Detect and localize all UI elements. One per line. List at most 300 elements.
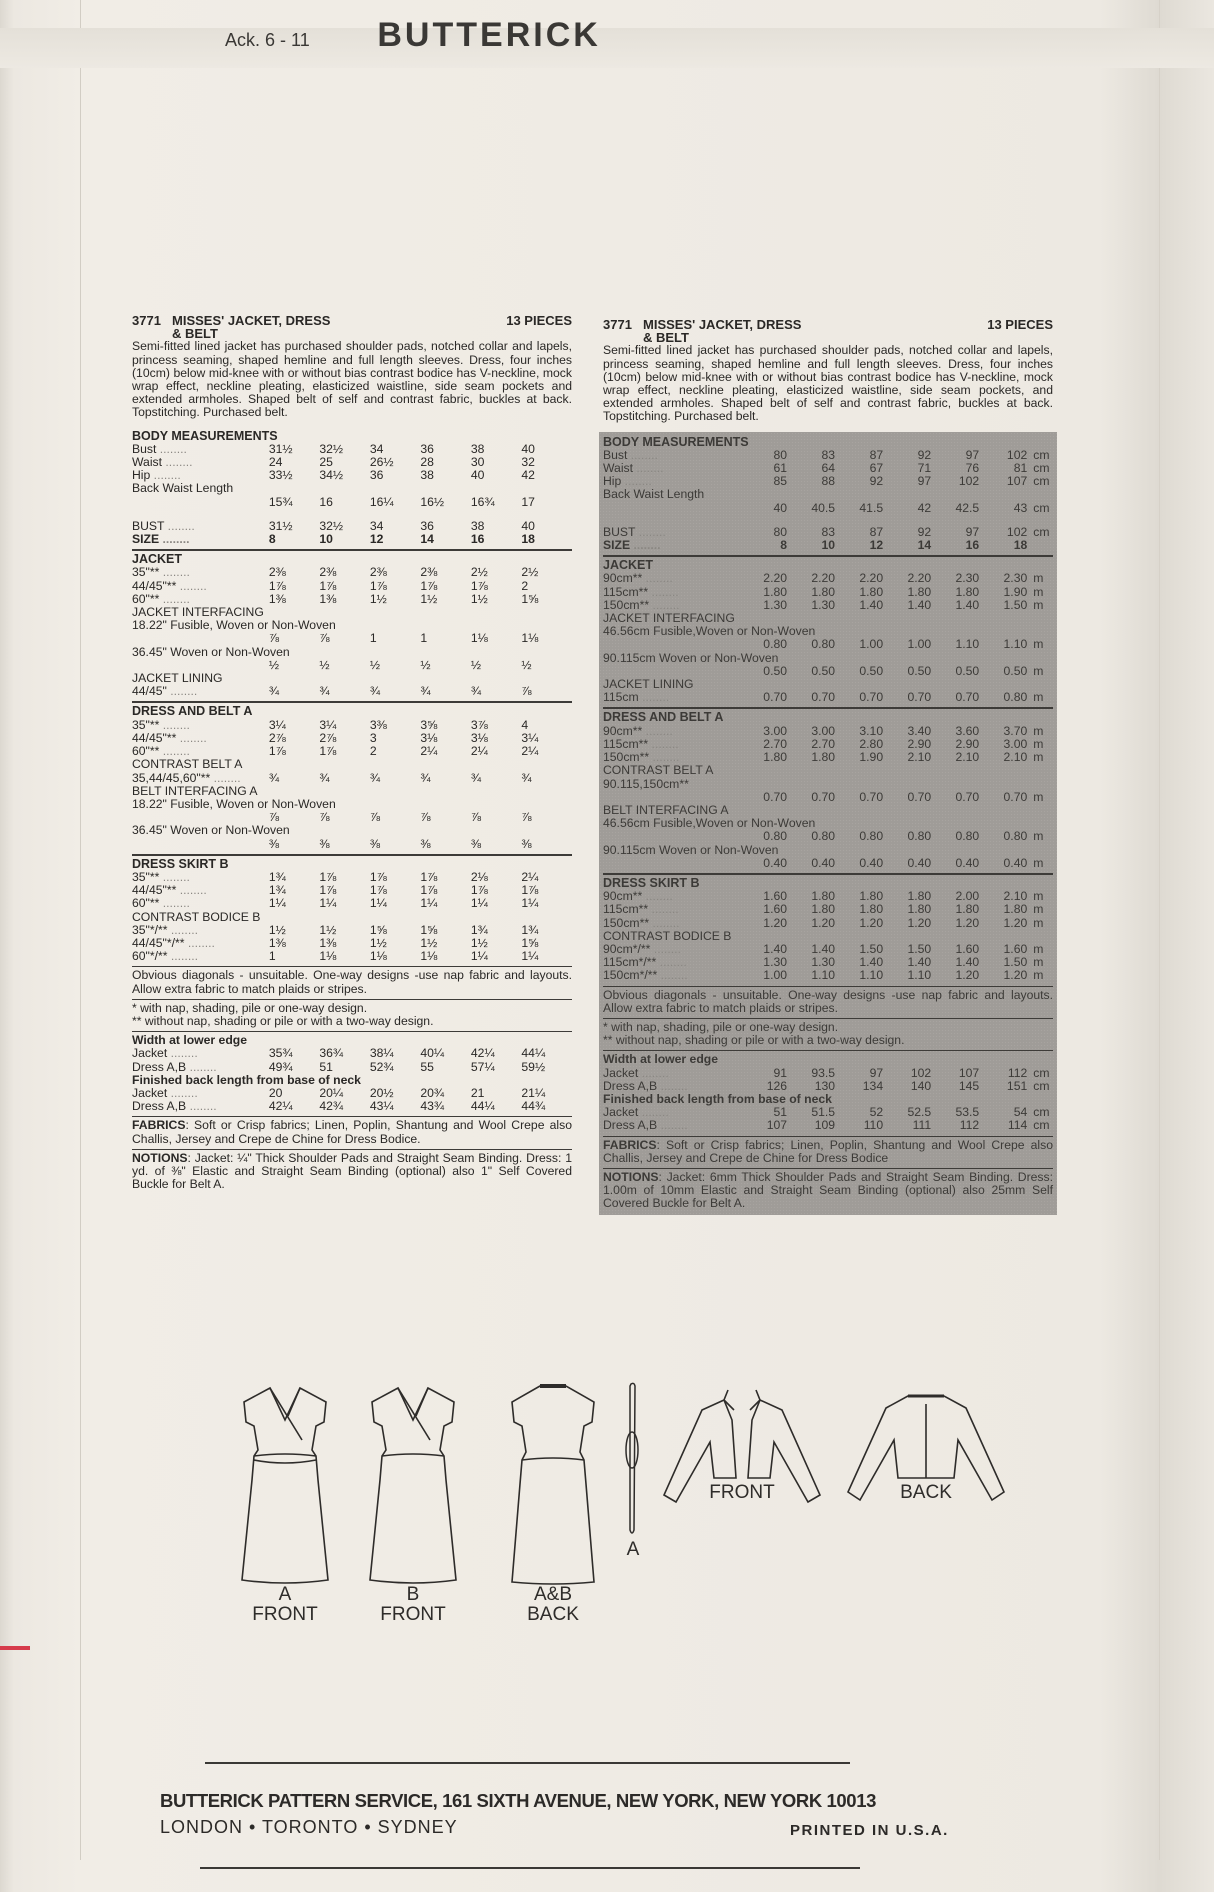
cell-value: 1 <box>420 631 428 646</box>
notions-paragraph <box>132 1152 572 1192</box>
cell-value: 1¾ <box>268 869 286 884</box>
pattern-title <box>172 314 506 340</box>
cell-value: 102 <box>910 1065 932 1080</box>
cell-value: 3⅝ <box>420 717 438 732</box>
metric-yardage-panel <box>599 432 1057 1215</box>
subheading: CONTRAST BELT A <box>132 757 243 772</box>
cell-value: 1¼ <box>470 949 488 964</box>
cell-value: 0.40 <box>811 855 836 870</box>
cell-value: 2.30 <box>1003 571 1028 586</box>
subheading: JACKET INTERFACING <box>132 605 264 620</box>
cell-value: 34½ <box>319 468 344 483</box>
cell-value: 59½ <box>521 1059 546 1074</box>
cell-value: 2⅛ <box>470 869 488 884</box>
cell-value: 1.10 <box>859 968 884 983</box>
cell-value: 1.10 <box>907 968 932 983</box>
row-label <box>603 791 745 804</box>
cell-value: 0.80 <box>1003 829 1028 844</box>
cell-value: 16 <box>965 538 980 553</box>
dress-belt-a-yardage-table <box>132 719 572 851</box>
cell-value: 112 <box>959 1118 980 1133</box>
cell-value: 1.40 <box>859 955 884 970</box>
cell-value: 51.5 <box>811 1105 836 1120</box>
row-label <box>132 632 269 645</box>
cell-value: 1⅞ <box>420 883 438 898</box>
cell-value: 1¼ <box>369 896 387 911</box>
table-row <box>132 456 572 469</box>
cell-value: 92 <box>917 447 932 462</box>
cell-value: 0.80 <box>1003 690 1028 705</box>
cell-value: 1 <box>268 949 276 964</box>
unit: cm <box>1033 1065 1050 1080</box>
cell-value: 2¼ <box>420 744 438 759</box>
cell-value: 8 <box>268 532 276 547</box>
cell-value: 2.70 <box>763 736 788 751</box>
cell-value: 1.40 <box>811 941 836 956</box>
cell-value: 20¾ <box>420 1085 445 1100</box>
illustration-label <box>846 1483 1006 1503</box>
width-lower-edge-title: Width at lower edge <box>603 1052 719 1067</box>
subheading: CONTRAST BODICE B <box>603 928 732 943</box>
cell-value: 112 <box>1007 1065 1028 1080</box>
cell-value: 1.40 <box>955 955 980 970</box>
cell-value: 3⅞ <box>470 717 488 732</box>
handwritten-note: Ack. 6 - 11 <box>225 30 310 50</box>
unit: m <box>1033 736 1044 751</box>
cell-value: 14 <box>420 532 434 547</box>
subheading: JACKET LINING <box>603 677 694 692</box>
cell-value: 1.20 <box>763 915 788 930</box>
divider <box>132 701 572 703</box>
divider <box>132 549 572 551</box>
unit: cm <box>1033 1078 1050 1093</box>
dress-ab-back-icon <box>508 1380 598 1585</box>
table-row <box>132 496 572 509</box>
cell-value: 24 <box>268 455 283 470</box>
cell-value: ¾ <box>420 684 431 699</box>
cell-value: 1⅞ <box>319 883 337 898</box>
width-lower-edge-title: Width at lower edge <box>132 1033 248 1048</box>
pattern-description: Semi-fitted lined jacket has purchased shoulder pads, notched collar and lapels, princess seaming, shaped hemline and full length sleeves. Dress, four inches (10cm) below mid-knee with or without bias contrast bodice has V-neckline, mock wrap effect, neckline pleating, elasticized waistline, side seam pockets, and extended armholes. Shaped belt of self and contrast fabric, buckles at back. Topstitching. Purchased belt. <box>603 343 1053 424</box>
cell-value: 1⅛ <box>319 949 337 964</box>
fabrics-paragraph <box>603 1139 1053 1165</box>
width-lower-edge-table <box>132 1047 572 1073</box>
subheading: Back Waist Length <box>132 481 234 496</box>
dress-skirt-b-yardage-table <box>603 890 1053 982</box>
unit: m <box>1033 663 1044 678</box>
cell-value: 91 <box>773 1065 788 1080</box>
cell-value: 1⅞ <box>521 883 539 898</box>
row-label: 90cm*/** ........ <box>603 941 681 956</box>
pieces-count: 13 PIECES <box>987 317 1053 332</box>
cell-value: 53.5 <box>955 1105 980 1120</box>
cell-value: 0.80 <box>763 637 788 652</box>
subheading-row <box>132 798 572 811</box>
cell-value: 97 <box>965 524 980 539</box>
cell-value: 55 <box>420 1059 434 1074</box>
row-label: 60"*/** ........ <box>132 949 198 964</box>
cell-value: 1.40 <box>763 941 788 956</box>
subheading-row <box>603 778 1053 791</box>
cell-value: 2½ <box>470 565 488 580</box>
row-label: 150cm** ........ <box>603 597 680 612</box>
cell-value: 1.20 <box>859 915 884 930</box>
cell-value: 1.40 <box>859 597 884 612</box>
cell-value: 3.00 <box>1003 736 1028 751</box>
table-row <box>603 691 1053 704</box>
cell-value: 51 <box>319 1059 333 1074</box>
cell-value: 33½ <box>268 468 293 483</box>
cell-value: 1⅝ <box>521 935 539 950</box>
title-line-1: MISSES' JACKET, DRESS <box>643 317 802 332</box>
cell-value: 18 <box>1013 538 1028 553</box>
cell-value: ¾ <box>420 770 431 785</box>
cell-value: 85 <box>773 474 788 489</box>
jacket-yardage-table <box>132 566 572 698</box>
illustration-jacket-front <box>662 1380 822 1503</box>
cell-value: 20 <box>268 1085 283 1100</box>
cell-value: 1.30 <box>763 597 788 612</box>
cell-value: 44¼ <box>521 1046 546 1061</box>
cell-value: 87 <box>869 447 884 462</box>
width-lower-edge-table <box>603 1067 1053 1093</box>
cell-value: 36 <box>420 441 434 456</box>
cell-value: ⅞ <box>470 810 482 825</box>
cell-value: 1⅜ <box>268 935 286 950</box>
cell-value: 1.40 <box>907 597 932 612</box>
cell-value: ⅞ <box>268 631 279 646</box>
divider <box>603 1136 1053 1137</box>
dress-b-front-icon <box>368 1380 458 1585</box>
cell-value: 0.80 <box>859 829 884 844</box>
jacket-title: JACKET <box>603 558 654 573</box>
subheading-row <box>603 488 1053 501</box>
cell-value: 1.20 <box>1003 968 1028 983</box>
cell-value: 1.20 <box>1003 915 1028 930</box>
cell-value: 83 <box>821 447 836 462</box>
cell-value: 1.20 <box>907 915 932 930</box>
cell-value: 71 <box>917 461 932 476</box>
cell-value: 1.80 <box>955 902 980 917</box>
cell-value: 49¾ <box>268 1059 293 1074</box>
table-row <box>603 638 1053 651</box>
diagonals-note: Obvious diagonals - unsuitable. One-way designs -use nap fabric and layouts. Allow extra fabric to match plaids or stripes. <box>603 987 1053 1015</box>
finished-length-table <box>132 1087 572 1113</box>
cell-value: 1⅜ <box>268 591 286 606</box>
table-row <box>132 520 572 533</box>
cell-value: 1½ <box>420 591 438 606</box>
row-label <box>603 857 745 870</box>
cell-value: 1.80 <box>811 750 836 765</box>
cell-value: 1⅝ <box>369 922 387 937</box>
cell-value: ⅞ <box>521 810 532 825</box>
row-label: Hip ........ <box>132 468 181 483</box>
cell-value: 1.50 <box>1003 597 1028 612</box>
cell-value: 1.80 <box>955 584 980 599</box>
cell-value: 3⅛ <box>470 730 488 745</box>
cell-value: ⅞ <box>420 810 431 825</box>
cell-value: ½ <box>521 657 532 672</box>
cell-value: 1½ <box>369 935 387 950</box>
body-measurements-title: BODY MEASUREMENTS <box>132 428 278 443</box>
row-label: 44/45"*/** ........ <box>132 935 215 950</box>
cell-value: 1.50 <box>907 941 932 956</box>
cell-value: 2.70 <box>811 736 836 751</box>
row-label: 60"** ........ <box>132 896 190 911</box>
fabrics-text: : Soft or Crisp fabrics; Linen, Poplin, Shantung and Wool Crepe also Challis, Jersey and Crepe de Chine for Dress Bodice <box>603 1137 1053 1165</box>
subheading: BELT INTERFACING A <box>603 802 729 817</box>
row-label: Dress A,B ........ <box>603 1078 688 1093</box>
cell-value: 1.10 <box>955 637 980 652</box>
title-line-1: MISSES' JACKET, DRESS <box>172 313 331 328</box>
unit: m <box>1033 637 1044 652</box>
cell-value: 1⅞ <box>319 744 337 759</box>
row-label: 115cm** ........ <box>603 736 679 751</box>
cell-value: 12 <box>869 538 884 553</box>
table-row <box>603 857 1053 870</box>
cell-value: 1⅜ <box>319 591 337 606</box>
publisher-cities: LONDON • TORONTO • SYDNEY <box>160 1817 458 1837</box>
cell-value: 0.50 <box>859 663 884 678</box>
cell-value: 1.80 <box>907 889 932 904</box>
pattern-heading <box>603 318 1053 344</box>
cell-value: 32 <box>521 455 535 470</box>
cell-value: 1⅞ <box>319 869 337 884</box>
cell-value: 40¼ <box>420 1046 445 1061</box>
row-label: Hip ........ <box>603 474 652 489</box>
cell-value: 107 <box>958 1065 980 1080</box>
row-label <box>132 496 269 509</box>
cell-value: 134 <box>862 1078 884 1093</box>
cell-value: 57¼ <box>470 1059 495 1074</box>
divider <box>603 1018 1053 1019</box>
cell-value: 54 <box>1013 1105 1028 1120</box>
illustration-dress-b-front <box>368 1380 458 1625</box>
cell-value: ⅜ <box>369 836 381 851</box>
row-label: Bust ........ <box>132 441 187 456</box>
cell-value: 1⅝ <box>420 922 438 937</box>
cell-value: 1½ <box>268 922 286 937</box>
cell-value: 42¼ <box>470 1046 495 1061</box>
cell-value: 38 <box>420 468 434 483</box>
cell-value: 1 <box>369 631 377 646</box>
cell-value: 1.50 <box>859 941 884 956</box>
cell-value: 32½ <box>319 518 344 533</box>
cell-value: 0.70 <box>907 789 932 804</box>
cell-value: 26½ <box>369 455 394 470</box>
cell-value: 16¼ <box>369 494 394 509</box>
view-letter: A&B <box>533 1584 573 1605</box>
diagonals-note: Obvious diagonals - unsuitable. One-way designs -use nap fabric and layouts. Allow extra fabric to match plaids or stripes. <box>132 968 572 996</box>
cell-value: 17 <box>521 494 535 509</box>
cell-value: 2⅞ <box>319 730 337 745</box>
cell-value: 44¾ <box>521 1099 546 1114</box>
view-letter: B <box>406 1584 420 1605</box>
table-row <box>603 502 1053 515</box>
cell-value: 97 <box>965 447 980 462</box>
row-label <box>603 638 745 651</box>
row-label <box>132 838 269 851</box>
dress-skirt-b-yardage-table <box>132 871 572 963</box>
divider <box>603 555 1053 557</box>
pattern-number: 3771 <box>132 313 161 328</box>
row-label: Waist ........ <box>132 455 193 470</box>
cell-value: 2.20 <box>811 571 836 586</box>
publisher-address: BUTTERICK PATTERN SERVICE, 161 SIXTH AVENUE, NEW YORK, NEW YORK 10013 <box>160 1790 876 1811</box>
cell-value: 0.40 <box>763 855 788 870</box>
subheading-row <box>132 824 572 837</box>
row-label: Jacket ........ <box>603 1105 669 1120</box>
cell-value: 2½ <box>521 565 539 580</box>
dress-skirt-b-title: DRESS SKIRT B <box>603 875 700 890</box>
cell-value: 102 <box>1006 524 1028 539</box>
cell-value: 16½ <box>420 494 445 509</box>
cell-value: 52.5 <box>907 1105 932 1120</box>
unit: m <box>1033 597 1044 612</box>
cell-value: 1⅞ <box>369 883 387 898</box>
cell-value: 2.10 <box>955 750 980 765</box>
cell-value: 20½ <box>369 1085 394 1100</box>
cell-value: 1.80 <box>763 584 788 599</box>
cell-value: 3.40 <box>907 723 932 738</box>
table-row <box>132 533 572 546</box>
subheading: 18.22" Fusible, Woven or Non-Woven <box>132 796 336 811</box>
cell-value: 2.90 <box>907 736 932 751</box>
table-row <box>132 897 572 910</box>
cell-value: 2.20 <box>907 571 932 586</box>
cell-value: 3.00 <box>763 723 788 738</box>
unit: m <box>1033 829 1044 844</box>
cell-value: 2⅞ <box>268 730 286 745</box>
cell-value: 2.80 <box>859 736 884 751</box>
cell-value: 1⅛ <box>470 631 488 646</box>
subheading-row <box>603 652 1053 665</box>
subheading: 90.115,150cm** <box>603 776 689 791</box>
cell-value: 92 <box>917 524 932 539</box>
cell-value: 67 <box>869 461 884 476</box>
cell-value: 1⅞ <box>470 578 488 593</box>
row-label: SIZE ........ <box>132 532 190 547</box>
row-label: Dress A,B ........ <box>132 1099 217 1114</box>
cell-value: 38¼ <box>369 1046 394 1061</box>
cell-value: 36 <box>420 518 434 533</box>
table-row <box>132 937 572 950</box>
subheading: 36.45" Woven or Non-Woven <box>132 823 290 838</box>
cell-value: 1½ <box>420 935 438 950</box>
cell-value: 4 <box>521 717 529 732</box>
cell-value: 1⅞ <box>268 744 286 759</box>
dress-belt-a-yardage-table <box>603 725 1053 870</box>
cell-value: 0.50 <box>811 663 836 678</box>
cell-value: 1⅝ <box>521 591 539 606</box>
row-label: 44/45"** ........ <box>132 578 207 593</box>
cell-value: 2.10 <box>1003 750 1028 765</box>
row-label: 150cm** ........ <box>603 750 680 765</box>
cell-value: 0.70 <box>763 789 788 804</box>
cell-value: 1¾ <box>470 922 488 937</box>
jacket-title: JACKET <box>132 552 183 567</box>
unit: m <box>1033 723 1044 738</box>
notions-text: : Jacket: 6mm Thick Shoulder Pads and Straight Seam Binding. Dress: 1.00m of 10mm Elastic and Straight Seam Binding (optional) also 25mm Self Covered Buckle for Belt A. <box>603 1169 1053 1211</box>
subheading: CONTRAST BODICE B <box>132 909 261 924</box>
table-row <box>603 917 1053 930</box>
cell-value: 1⅛ <box>521 631 539 646</box>
table-row <box>603 539 1053 552</box>
cell-value: ½ <box>319 657 330 672</box>
row-label: 35"** ........ <box>132 869 190 884</box>
subheading-row <box>132 482 572 495</box>
divider <box>132 1149 572 1150</box>
subheading-row <box>603 764 1053 777</box>
cell-value: 20¼ <box>319 1085 344 1100</box>
table-row <box>132 732 572 745</box>
subheading-row <box>132 672 572 685</box>
cell-value: 1.10 <box>1003 637 1028 652</box>
cell-value: 43¾ <box>420 1099 445 1114</box>
unit: cm <box>1033 1105 1050 1120</box>
cell-value: 2.10 <box>907 750 932 765</box>
cell-value: 1.80 <box>763 750 788 765</box>
cell-value: 1¾ <box>268 883 286 898</box>
cell-value: 18 <box>521 532 535 547</box>
cell-value: 2¼ <box>521 744 539 759</box>
subheading: 46.56cm Fusible,Woven or Non-Woven <box>603 624 816 639</box>
table-row <box>603 1119 1053 1132</box>
illustration-belt-a <box>622 1380 644 1560</box>
cell-value: 102 <box>1006 447 1028 462</box>
cell-value: 1.20 <box>811 915 836 930</box>
cell-value: ⅜ <box>420 836 431 851</box>
notions-text: : Jacket: ¼" Thick Shoulder Pads and Straight Seam Binding. Dress: 1 yd. of ⅜" Elastic and Straight Seam Binding (optional) also 1" Self Covered Buckle for Belt A. <box>132 1150 572 1192</box>
cell-value: ½ <box>470 657 482 672</box>
cell-value: ⅞ <box>369 810 381 825</box>
cell-value: 1¾ <box>521 922 539 937</box>
cell-value: 2⅜ <box>319 565 337 580</box>
subheading: 90.115cm Woven or Non-Woven <box>603 650 779 665</box>
cell-value: 126 <box>766 1078 788 1093</box>
metric-column <box>603 318 1053 1215</box>
cell-value: 2⅜ <box>420 565 438 580</box>
cell-value: 1.50 <box>1003 955 1028 970</box>
cell-value: 130 <box>814 1078 836 1093</box>
cell-value: 0.80 <box>907 829 932 844</box>
cell-value: ¾ <box>268 684 279 699</box>
cell-value: ¾ <box>369 684 381 699</box>
cell-value: 3.10 <box>859 723 884 738</box>
table-row <box>132 685 572 698</box>
cell-value: ⅞ <box>521 684 532 699</box>
cell-value: 80 <box>773 447 788 462</box>
footnote-without-nap: ** without nap, shading or pile or with a two-way design. <box>132 1013 434 1028</box>
unit: m <box>1033 855 1044 870</box>
cell-value: 14 <box>917 538 932 553</box>
cell-value: 1.20 <box>955 968 980 983</box>
table-row <box>132 772 572 785</box>
cell-value: 35¾ <box>268 1046 293 1061</box>
printed-in: PRINTED IN U.S.A. <box>790 1822 949 1839</box>
cell-value: ¾ <box>470 684 482 699</box>
subheading-row <box>132 785 572 798</box>
row-label: 115cm*/** ........ <box>603 955 687 970</box>
unit: m <box>1033 571 1044 586</box>
row-label: 115cm** ........ <box>603 902 679 917</box>
cell-value: 1.80 <box>811 889 836 904</box>
cell-value: 1.00 <box>859 637 884 652</box>
body-measurements-table <box>603 449 1053 552</box>
cell-value: ½ <box>268 657 279 672</box>
cell-value: ⅜ <box>268 836 279 851</box>
cell-value: 2⅜ <box>268 565 286 580</box>
